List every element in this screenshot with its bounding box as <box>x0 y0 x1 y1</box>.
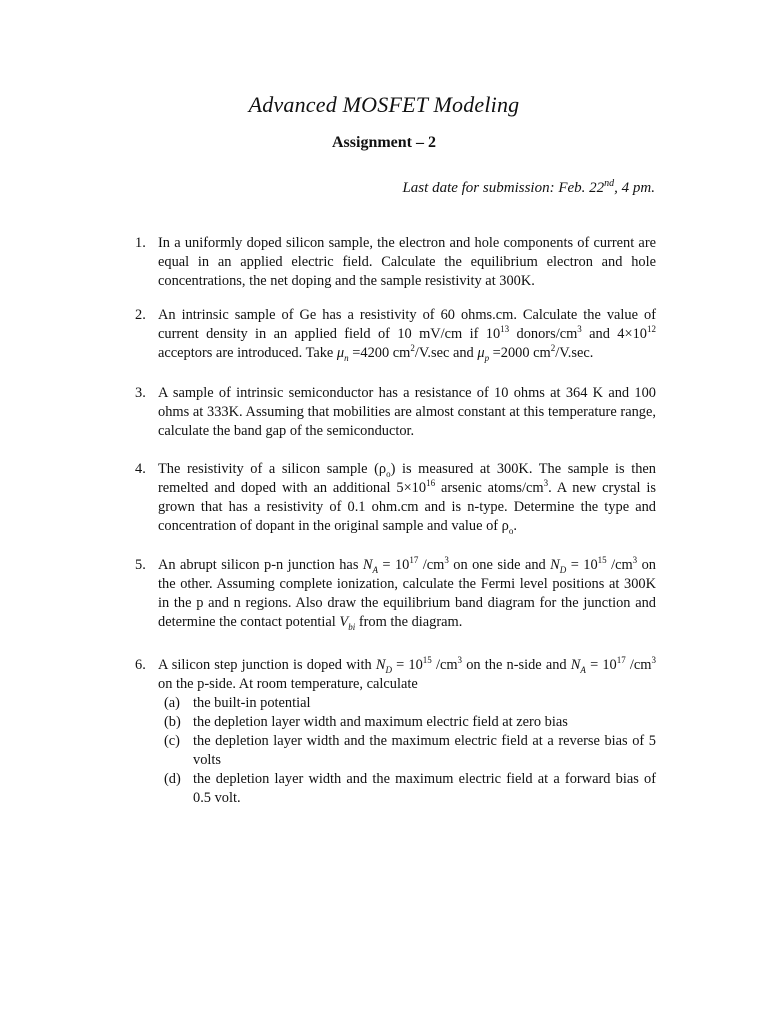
subscript: A <box>372 564 378 575</box>
text-run: on one side and <box>448 557 551 573</box>
exponent: 16 <box>426 478 436 489</box>
text-run: /cm <box>625 657 652 673</box>
subquestion-label: (b) <box>164 714 181 730</box>
subquestion-text: the depletion layer width and the maximum electric field at a reverse bias of 5 volts <box>193 733 656 768</box>
subscript: bi <box>348 621 356 632</box>
text-run: An intrinsic sample of Ge has a resistivity of 60 ohms.cm. Calculate the value of current density in an applied field of 10 mV/cm if 10 <box>158 307 656 342</box>
problem-1 <box>135 234 656 291</box>
problem-4 <box>135 460 656 536</box>
subquestion-label: (c) <box>164 733 180 749</box>
subquestion-label: (a) <box>164 695 180 711</box>
document-title: Advanced MOSFET Modeling <box>248 92 520 117</box>
deadline-time: , 4 pm. <box>614 180 655 196</box>
subquestion-c <box>164 732 656 770</box>
problem-text: In a uniformly doped silicon sample, the electron and hole components of current are equal in an applied electric field. Calculate the equilibrium electron and hole concentrations, the net doping and the sample resistivity at 300K. <box>158 235 656 289</box>
text-run: on the other. Assuming complete ionization, calculate the Fermi level positions at 300K in the p and n regions. Also draw the equilibrium band diagram for the junction and determine the contact potential <box>158 557 656 630</box>
subscript: n <box>344 352 349 363</box>
problem-number: 5. <box>135 557 146 573</box>
text-run: . <box>513 518 517 534</box>
text-run: A silicon step junction is doped with <box>158 657 376 673</box>
exponent: 3 <box>632 555 638 566</box>
subquestion-list <box>164 694 656 808</box>
exponent: 17 <box>616 655 626 666</box>
problem-text <box>158 460 656 536</box>
subquestion-text: the built-in potential <box>193 695 311 711</box>
problem-number: 1. <box>135 235 146 251</box>
subscript: o <box>508 525 514 536</box>
exponent: 3 <box>444 555 449 566</box>
exponent: 12 <box>646 324 656 335</box>
exponent: 15 <box>422 655 432 666</box>
hole-mobility-symbol: μ <box>477 345 485 361</box>
text-run: =4200 cm <box>348 345 411 361</box>
text-run: = 10 <box>377 557 410 573</box>
acceptor-symbol: N <box>570 657 581 673</box>
subscript: D <box>559 564 567 575</box>
problem-number: 6. <box>135 657 146 673</box>
acceptor-symbol: N <box>362 557 373 573</box>
problem-number: 3. <box>135 385 146 401</box>
deadline-ordinal: nd <box>604 178 615 189</box>
problem-5 <box>135 556 656 632</box>
text-run: on the n-side and <box>462 657 571 673</box>
subquestion-text: the depletion layer width and maximum electric field at zero bias <box>193 714 568 730</box>
donor-symbol: N <box>375 657 386 673</box>
text-run: and 4×10 <box>581 326 647 342</box>
subscript: D <box>385 664 392 675</box>
exponent: 13 <box>500 324 510 335</box>
text-run: = 10 <box>585 657 617 673</box>
problem-text <box>158 306 656 363</box>
problem-text <box>158 556 656 632</box>
subquestion-label: (d) <box>164 771 181 787</box>
exponent: 3 <box>577 324 582 335</box>
text-run: ) is measured at 300K. The sample is then remelted and doped with an additional 5×10 <box>158 461 656 496</box>
text-run: donors/cm <box>509 326 578 342</box>
text-run: /cm <box>431 657 458 673</box>
text-run: /cm <box>418 557 445 573</box>
subscript: p <box>484 352 490 363</box>
text-run: . A new crystal is grown that has a resistivity of 0.1 ohm.cm and is n-type. Determine the type and concentration of dopant in the original sample and value of ρ <box>158 480 656 534</box>
text-run: =2000 cm <box>489 345 551 361</box>
text-run: The resistivity of a silicon sample (ρ <box>158 461 387 477</box>
submission-deadline <box>402 180 655 197</box>
text-run: = 10 <box>566 557 598 573</box>
subquestion-text: the depletion layer width and the maximum electric field at a forward bias of 0.5 volt. <box>193 771 656 806</box>
problem-number: 4. <box>135 461 146 477</box>
text-run: /cm <box>606 557 633 573</box>
subquestion-d <box>164 770 656 808</box>
electron-mobility-symbol: μ <box>336 345 345 361</box>
text-run: acceptors are introduced. Take <box>158 345 337 361</box>
text-run: from the diagram. <box>355 614 463 630</box>
exponent: 2 <box>550 343 556 354</box>
exponent: 3 <box>651 655 656 666</box>
donor-symbol: N <box>550 557 560 573</box>
subquestion-b <box>164 713 656 732</box>
problem-text: A sample of intrinsic semiconductor has a resistance of 10 ohms at 364 K and 100 ohms at 333K. Assuming that mobilities are almost constant at this temperature range, calculate the band gap of the semiconductor. <box>158 385 656 439</box>
deadline-text: Last date for submission: Feb. 22 <box>402 180 605 196</box>
exponent: 3 <box>457 655 463 666</box>
exponent: 2 <box>410 343 415 354</box>
exponent: 17 <box>409 555 419 566</box>
text-run: arsenic atoms/cm <box>435 480 544 496</box>
text-run: = 10 <box>391 657 423 673</box>
problem-3 <box>135 384 656 441</box>
problem-6 <box>135 656 656 808</box>
subscript: o <box>386 468 391 479</box>
assignment-heading: Assignment – 2 <box>331 134 436 151</box>
contact-potential-symbol: V <box>339 614 349 630</box>
problem-text <box>158 656 656 808</box>
subquestion-a <box>164 694 656 713</box>
text-run: /V.sec and <box>414 345 478 361</box>
problem-2 <box>135 306 656 363</box>
subscript: A <box>580 664 586 675</box>
problem-number: 2. <box>135 307 146 323</box>
exponent: 3 <box>543 478 549 489</box>
text-run: on the p-side. At room temperature, calculate <box>158 676 418 692</box>
text-run: /V.sec. <box>555 345 594 361</box>
text-run: An abrupt silicon p-n junction has <box>158 557 363 573</box>
exponent: 15 <box>597 555 607 566</box>
